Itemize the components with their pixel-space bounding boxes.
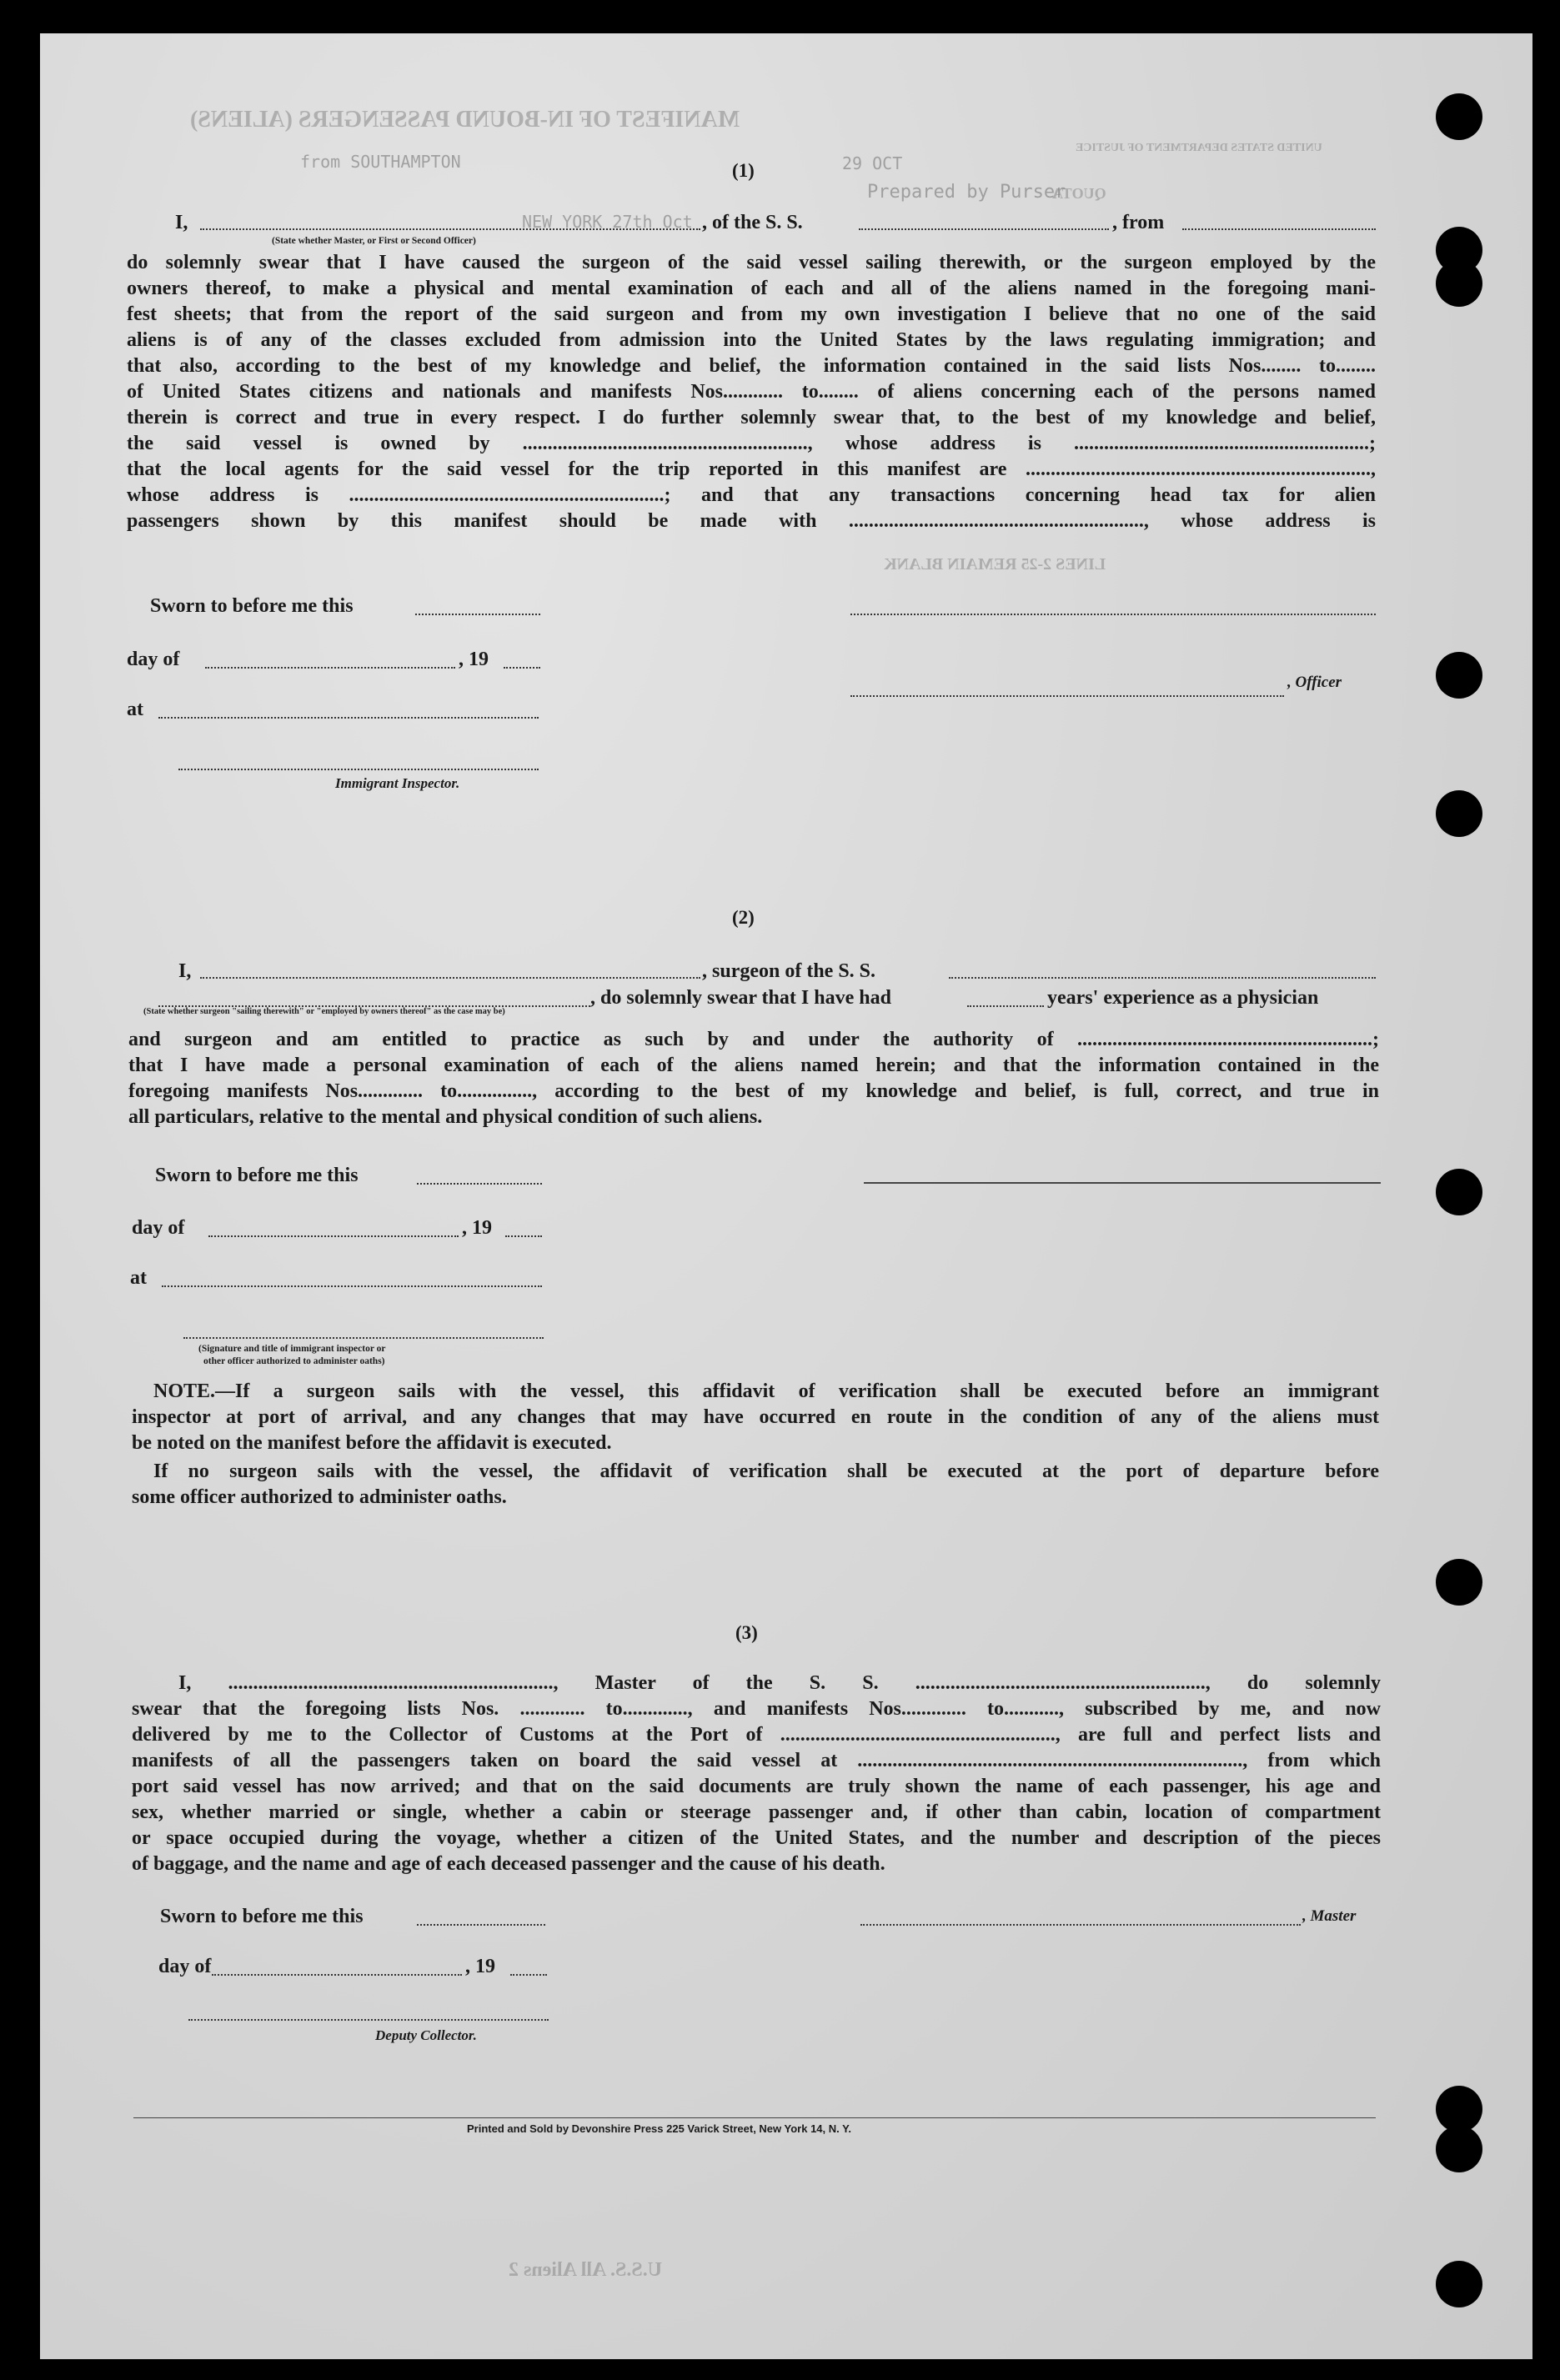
swear-label-2: , do solemnly swear that I have had: [590, 987, 891, 1009]
of-ss-label: , of the S. S.: [702, 212, 803, 233]
signature-note-1: (Signature and title of immigrant inspector or: [198, 1344, 386, 1354]
punch-hole: [1436, 790, 1482, 837]
body-line: all particulars, relative to the mental and physical condition of such aliens.: [128, 1106, 763, 1128]
day-of-field-3[interactable]: [212, 1974, 462, 1976]
at-field-1[interactable]: [158, 717, 539, 719]
sworn-label-1: Sworn to before me this: [150, 595, 354, 617]
at-label-1: at: [127, 699, 143, 720]
year-label-1: , 19: [459, 649, 489, 670]
body-line: that the local agents for the said vessel for the trip reported in this manifest are .....................................................................,: [127, 458, 1376, 480]
bleed-dept: UNITED STATES DEPARTMENT OF JUSTICE: [1076, 142, 1322, 154]
from-label: , from: [1112, 212, 1165, 233]
bleed-prepared: Prepared by Purser: [867, 182, 1066, 203]
sworn-date-field-3[interactable]: [417, 1924, 545, 1926]
body-line: sex, whether married or single, whether a cabin or steerage passenger and, if other than cabin, location of compartment: [132, 1801, 1381, 1823]
sworn-date-field-1[interactable]: [415, 614, 540, 615]
day-of-field-2[interactable]: [208, 1235, 459, 1237]
officer-signature-field[interactable]: [850, 614, 1376, 615]
body-line: therein is correct and true in every respect. I do further solemnly swear that, to the best of my knowledge and belief,: [127, 407, 1376, 428]
years-field[interactable]: [967, 1005, 1044, 1007]
punch-hole: [1436, 260, 1482, 307]
bleed-from: from SOUTHAMPTON: [300, 152, 461, 172]
year-label-2: , 19: [462, 1217, 492, 1239]
body-line: and surgeon and am entitled to practice as such by and under the authority of ...........................................................;: [128, 1029, 1379, 1050]
body-line: I, ................................................................., Master of the S. S. .........................................................., do solemnly: [178, 1672, 1381, 1694]
body-line: owners thereof, to make a physical and mental examination of each and all of the aliens named in the foregoing mani-: [127, 278, 1376, 299]
section-3-number: (3): [735, 1622, 758, 1643]
sworn-label-3: Sworn to before me this: [160, 1906, 364, 1927]
footer-rule: [133, 2117, 1376, 2118]
body-line: do solemnly swear that I have caused the surgeon of the said vessel sailing therewith, or the surgeon employed by the: [127, 252, 1376, 273]
body-line: delivered by me to the Collector of Customs at the Port of ......................................................., are full and perfect lists and: [132, 1724, 1381, 1746]
body-line: passengers shown by this manifest should be made with ..........................................................., whose address is: [127, 510, 1376, 532]
bleed-title: MANIFEST OF IN-BOUND PASSENGERS (ALIENS): [190, 107, 740, 133]
deputy-collector-label: Deputy Collector.: [375, 2027, 477, 2043]
inspector-signature-field-2[interactable]: [183, 1337, 544, 1339]
body-line: NOTE.—If a surgeon sails with the vessel, this affidavit of verification shall be executed before an immigrant: [153, 1380, 1379, 1402]
body-line: whose address is ...............................................................; and that any transactions concerning head tax for alien: [127, 484, 1376, 506]
officer-field-2[interactable]: [850, 695, 1284, 697]
bleed-lines: LINES 2-25 REMAIN BLANK: [884, 555, 1106, 574]
printer-credit: Printed and Sold by Devonshire Press 225 Varick Street, New York 14, N. Y.: [467, 2122, 851, 2135]
section-2-i: I,: [178, 960, 192, 982]
day-of-label-1: day of: [127, 649, 180, 670]
section-1-i: I,: [175, 212, 188, 233]
sworn-label-2: Sworn to before me this: [155, 1165, 359, 1186]
bleed-place: NEW YORK 27th Oct: [522, 212, 693, 232]
surgeon-type-note: (State whether surgeon "sailing therewith" or "employed by owners thereof" as the case may be): [143, 1007, 505, 1016]
bleed-date: 29 OCT: [842, 153, 903, 173]
master-label: , Master: [1302, 1907, 1357, 1925]
body-line: be noted on the manifest before the affidavit is executed.: [132, 1432, 612, 1454]
sworn-date-field-2[interactable]: [417, 1183, 542, 1185]
at-label-2: at: [130, 1267, 147, 1289]
surgeon-signature-field[interactable]: [864, 1182, 1381, 1184]
body-line: fest sheets; that from the report of the said surgeon and from my own investigation I believe that no one of the said: [127, 303, 1376, 325]
at-field-2[interactable]: [162, 1285, 542, 1287]
surgeon-of-label: , surgeon of the S. S.: [702, 960, 876, 982]
section-1-number: (1): [732, 160, 755, 181]
collector-signature-field[interactable]: [188, 2019, 549, 2021]
punch-hole: [1436, 1169, 1482, 1215]
year-field-3[interactable]: [510, 1974, 547, 1976]
body-line: of United States citizens and nationals and manifests Nos............ to........ of aliens concerning each of the persons named: [127, 381, 1376, 403]
punch-hole: [1436, 1559, 1482, 1606]
master-signature-field[interactable]: [860, 1924, 1301, 1926]
surgeon-ship-field[interactable]: [949, 977, 1376, 979]
officer-rank-field[interactable]: [200, 228, 700, 230]
day-of-label-2: day of: [132, 1217, 185, 1239]
punch-hole: [1436, 93, 1482, 140]
body-line: swear that the foregoing lists Nos. ............. to............., and manifests Nos............. to..........., subscribed by me, and now: [132, 1698, 1381, 1720]
body-line: foregoing manifests Nos............. to..............., according to the best of my knowledge and belief, is full, correct, and true in: [128, 1080, 1379, 1102]
body-line: manifests of all the passengers taken on board the said vessel at ............................................................................., from which: [132, 1750, 1381, 1771]
ship-name-field[interactable]: [859, 228, 1109, 230]
punch-hole: [1436, 2126, 1482, 2172]
day-of-field-1[interactable]: [205, 667, 455, 669]
body-line: some officer authorized to administer oaths.: [132, 1486, 507, 1508]
from-port-field[interactable]: [1182, 228, 1376, 230]
body-line: the said vessel is owned by ........................................................., whose address is ...........................................................;: [127, 433, 1376, 454]
years-label: years' experience as a physician: [1047, 987, 1319, 1009]
punch-hole: [1436, 652, 1482, 699]
body-line: If no surgeon sails with the vessel, the affidavit of verification shall be executed at the port of departure before: [153, 1461, 1379, 1482]
body-line: that I have made a personal examination of each of the aliens named herein; and that the information contained in the: [128, 1055, 1379, 1076]
body-line: or space occupied during the voyage, whether a citizen of the United States, and the number and description of the pieces: [132, 1827, 1381, 1849]
signature-note-2: other officer authorized to administer oaths): [203, 1356, 385, 1366]
bleed-quota: QUOTA: [1052, 185, 1106, 202]
body-line: port said vessel has now arrived; and that on the said documents are truly shown the name of each passenger, his age and: [132, 1776, 1381, 1797]
body-line: that also, according to the best of my knowledge and belief, the information contained in the said lists Nos........ to........: [127, 355, 1376, 377]
punch-hole: [1436, 2261, 1482, 2307]
inspector-signature-field[interactable]: [178, 769, 539, 770]
surgeon-name-field[interactable]: [200, 977, 700, 979]
officer-rank-note: (State whether Master, or First or Second Officer): [272, 236, 476, 246]
year-label-3: , 19: [465, 1956, 495, 1977]
day-of-label-3: day of: [158, 1956, 212, 1977]
officer-label: , Officer: [1287, 674, 1342, 691]
year-field-1[interactable]: [504, 667, 540, 669]
body-line: aliens is of any of the classes excluded from admission into the United States by the laws regulating immigration; and: [127, 329, 1376, 351]
year-field-2[interactable]: [505, 1235, 542, 1237]
body-line: inspector at port of arrival, and any changes that may have occurred en route in the condition of any of the aliens must: [132, 1406, 1379, 1428]
body-line: of baggage, and the name and age of each deceased passenger and the cause of his death.: [132, 1853, 885, 1875]
immigrant-inspector-label: Immigrant Inspector.: [335, 775, 460, 791]
section-2-number: (2): [732, 907, 755, 928]
bleed-footer: U.S.S. All Aliens 2: [509, 2259, 663, 2281]
